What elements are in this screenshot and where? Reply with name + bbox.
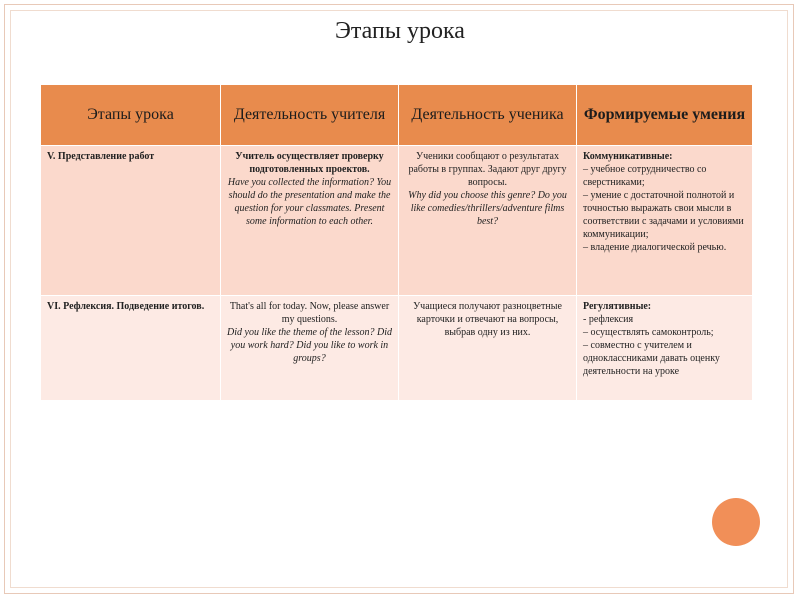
student-activity-cell [399,296,577,401]
teacher-activity-bold-text: Учитель осуществляет проверку подготовленных проектов. [235,151,384,175]
skills-cell [577,296,753,401]
decorative-orange-circle [712,498,760,546]
skills-line: – умение с достаточной полнотой и точностью выражать свои мысли в соответствии с задачами и условиями коммуникации; [583,190,744,240]
header-skills: Формируемые умения [577,85,753,146]
skills-line: – владение диалогической речью. [583,242,727,253]
teacher-activity-italic-text: Did you like the theme of the lesson? Did you work hard? Did you like to work in groups? [227,327,392,364]
skills-heading: Коммуникативные: [583,151,673,162]
table-row [41,146,753,296]
student-activity-text: Учащиеся получают разноцветные карточки и отвечают на вопросы, выбрав одну из них. [413,301,562,338]
slide-title: Этапы урока [335,18,465,44]
skills-line: – осуществлять самоконтроль; [583,327,714,338]
student-activity-text: Ученики сообщают о результатах работы в группах. Задают друг другу вопросы. [408,151,567,188]
header-teacher-activity: Деятельность учителя [221,85,399,146]
lesson-stages-table [40,84,753,401]
skills-heading: Регулятивные: [583,301,652,312]
teacher-activity-text: That's all for today. Now, please answer my questions. [229,301,390,325]
table-row [41,296,753,401]
skills-line: - рефлексия [583,314,634,325]
header-stages: Этапы урока [41,85,221,146]
stage-cell: VI. Рефлексия. Подведение итогов. [41,296,221,401]
teacher-activity-cell [221,296,399,401]
skills-line: – учебное сотрудничество со сверстниками; [583,164,707,188]
skills-line: – совместно с учителем и одноклассниками давать оценку деятельности на уроке [583,340,720,377]
student-activity-cell [399,146,577,296]
stage-cell: V. Представление работ [41,146,221,296]
skills-cell [577,146,753,296]
header-student-activity: Деятельность ученика [399,85,577,146]
student-activity-italic-text: Why did you choose this genre? Do you like comedies/thrillers/adventure films best? [408,190,567,227]
teacher-activity-cell [221,146,399,296]
table-header-row [41,85,753,146]
teacher-activity-italic-text: Have you collected the information? You should do the presentation and make the question for your classmates. Present some information to each other. [227,177,392,227]
